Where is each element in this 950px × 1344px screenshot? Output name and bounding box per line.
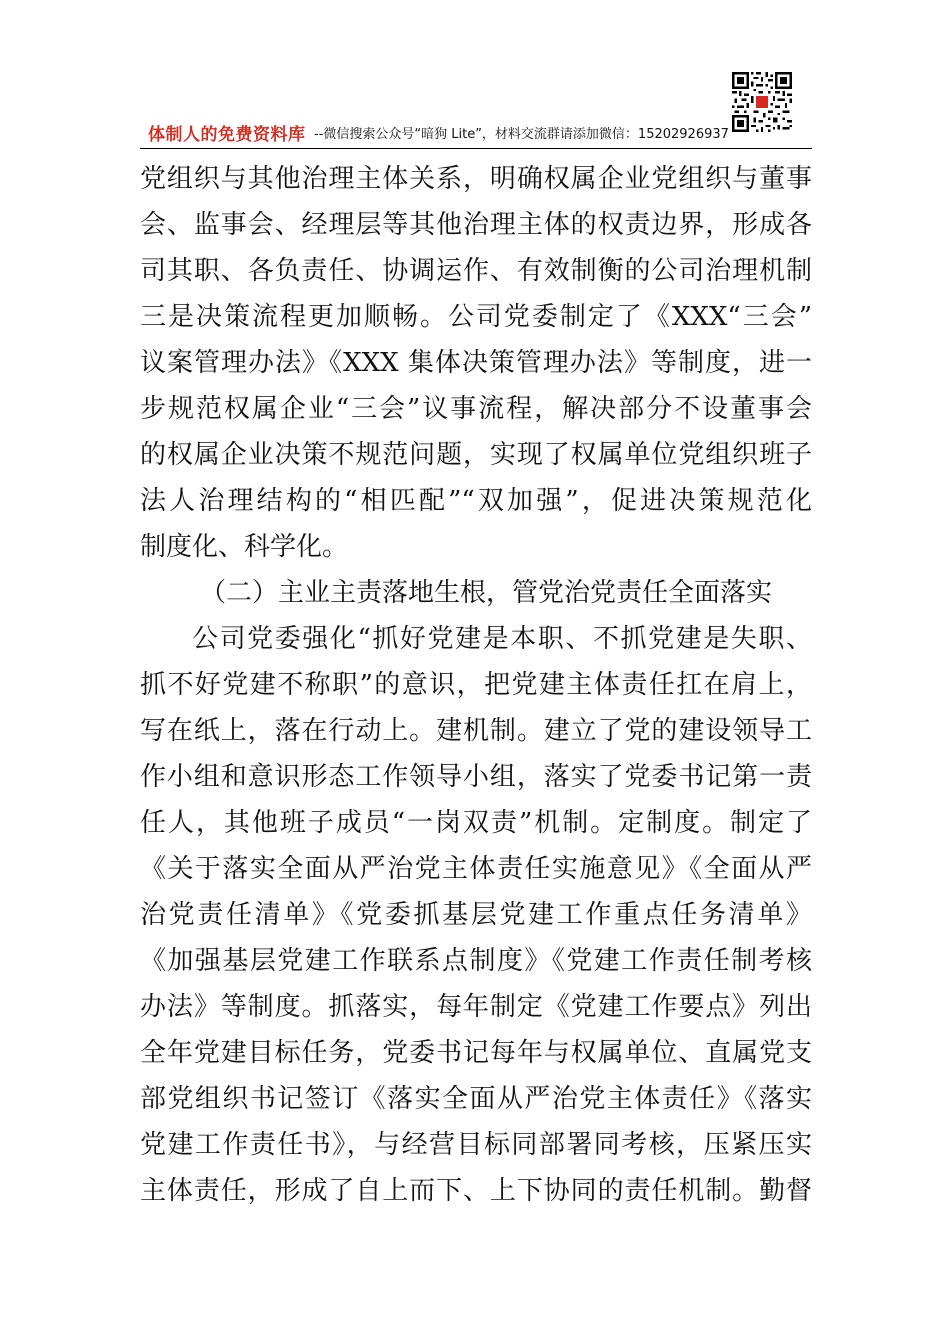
text-line: 议案管理办法》《XXX 集体决策管理办法》等制度，进一 <box>140 348 812 378</box>
text-line: 司其职、各负责任、协调运作、有效制衡的公司治理机制 <box>140 256 812 286</box>
document-body <box>140 156 812 1214</box>
header-note: --微信搜索公众号“暗狗 Lite”，材料交流群请添加微信：15202926937 <box>314 127 729 142</box>
text-line: 《关于落实全面从严治党主体责任实施意见》《全面从严 <box>140 854 812 884</box>
section-heading: （二）主业主责落地生根，管党治党责任全面落实 <box>200 578 773 608</box>
text-line: 步规范权属企业“三会”议事流程，解决部分不设董事会 <box>140 394 812 424</box>
text-line: 全年党建目标任务，党委书记每年与权属单位、直属党支 <box>140 1038 812 1068</box>
paragraph-first-line: 公司党委强化“抓好党建是本职、不抓党建是失职、 <box>192 624 812 654</box>
text-line: 党组织与其他治理主体关系，明确权属企业党组织与董事 <box>140 164 812 194</box>
text-line: 治党责任清单》《党委抓基层党建工作重点任务清单》 <box>140 900 812 930</box>
text-line: 制度化、科学化。 <box>140 532 349 562</box>
text-line: 法人治理结构的“相匹配”“双加强”，促进决策规范化 <box>140 486 812 516</box>
text-line: 党建工作责任书》，与经营目标同部署同考核，压紧压实 <box>140 1130 812 1160</box>
text-line: 的权属企业决策不规范问题，实现了权属单位党组织班子 <box>140 440 812 470</box>
text-line: 办法》等制度。抓落实，每年制定《党建工作要点》列出 <box>140 992 812 1022</box>
text-line: 主体责任，形成了自上而下、上下协同的责任机制。勤督 <box>140 1176 812 1206</box>
page-header <box>140 118 812 149</box>
text-line: 三是决策流程更加顺畅。公司党委制定了《XXX“三会” <box>140 302 812 332</box>
text-line: 写在纸上，落在行动上。建机制。建立了党的建设领导工 <box>140 716 812 746</box>
text-line: 任人，其他班子成员“一岗双责”机制。定制度。制定了 <box>140 808 812 838</box>
text-line: 部党组织书记签订《落实全面从严治党主体责任》《落实 <box>140 1084 812 1114</box>
text-line: 作小组和意识形态工作领导小组，落实了党委书记第一责 <box>140 762 812 792</box>
text-line: 会、监事会、经理层等其他治理主体的权责边界，形成各 <box>140 210 812 240</box>
header-brand: 体制人的免费资料库 <box>148 125 306 145</box>
text-line: 《加强基层党建工作联系点制度》《党建工作责任制考核 <box>140 946 812 976</box>
text-line: 抓不好党建不称职”的意识，把党建主体责任扛在肩上， <box>140 670 812 700</box>
